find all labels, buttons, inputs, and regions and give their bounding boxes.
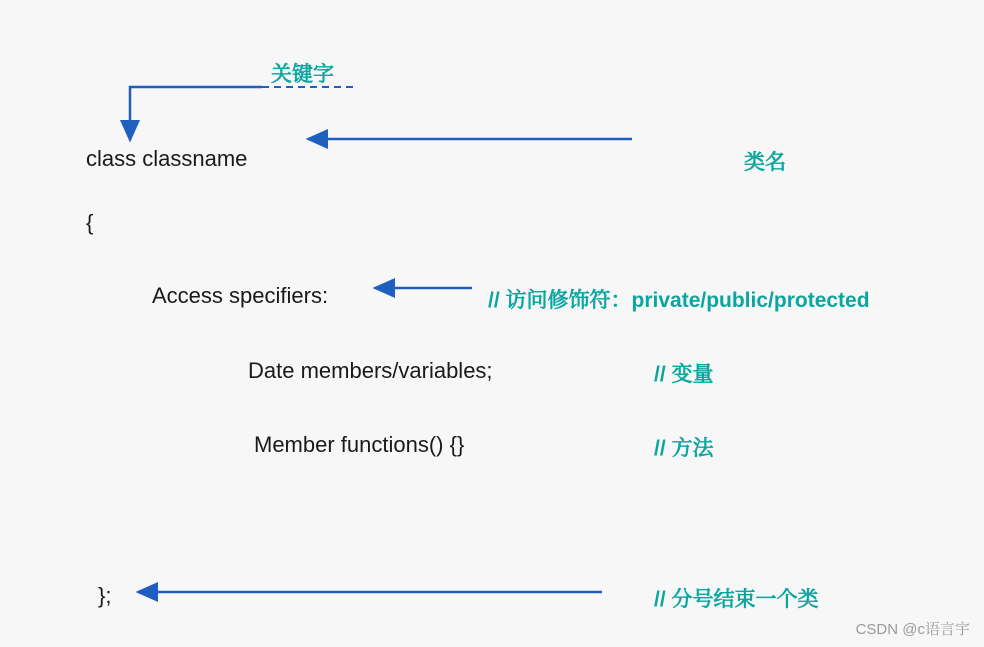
code-line-class-declaration: class classname xyxy=(86,146,248,171)
code-line-data-members: Date members/variables; xyxy=(248,358,493,383)
keyword-label: 关键字 xyxy=(271,63,334,86)
annotation-class-name: 类名 xyxy=(744,151,786,174)
keyword-arrow xyxy=(130,87,262,140)
code-line-close-brace: }; xyxy=(98,583,112,608)
annotation-methods: // 方法 xyxy=(654,437,714,460)
annotation-variables: // 变量 xyxy=(654,363,714,386)
code-line-open-brace: { xyxy=(86,210,94,235)
code-line-access-specifiers: Access specifiers: xyxy=(152,283,329,308)
code-line-member-functions: Member functions() {} xyxy=(254,432,465,457)
annotation-access-specifiers: // 访问修饰符：private/public/protected xyxy=(488,289,870,312)
annotation-semicolon: // 分号结束一个类 xyxy=(654,588,819,611)
watermark: CSDN @c语言宇 xyxy=(855,621,970,638)
